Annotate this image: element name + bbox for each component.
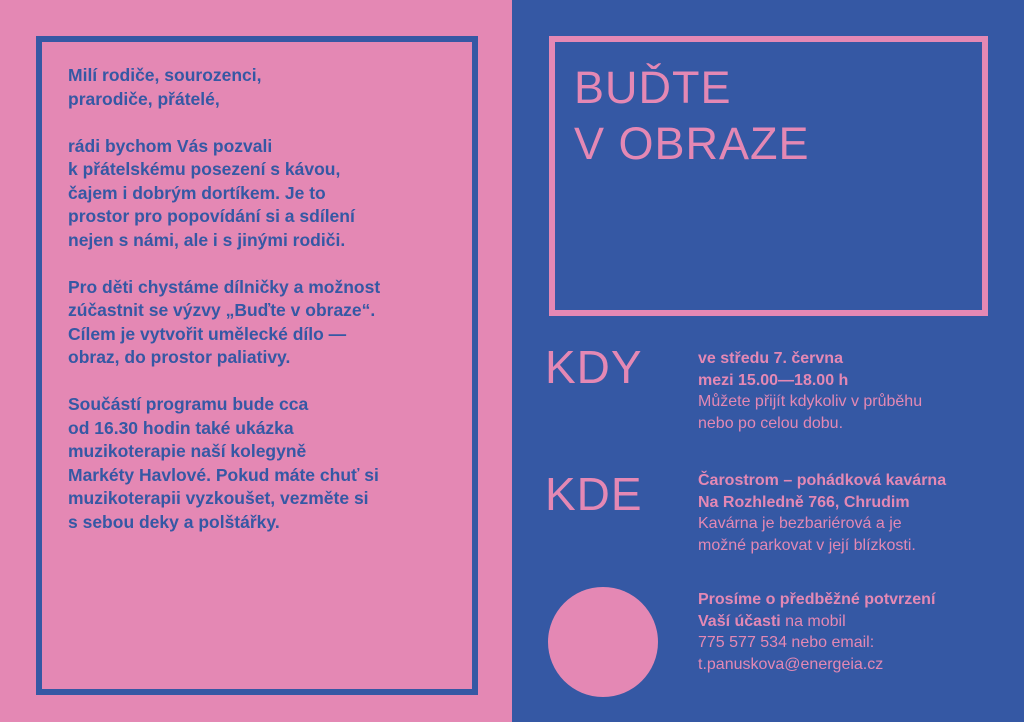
- letter-paragraph-2: Pro děti chystáme dílničky a možnost zúčastnit se výzvy „Buďte v obraze“. Cílem je vytvořit umělecké dílo — obraz, do prostor paliativy.: [68, 276, 381, 367]
- kdy-note-1: Můžete přijít kdykoliv v průběhu: [698, 393, 923, 410]
- letter-paragraph-1: rádi bychom Vás pozvali k přátelskému posezení s kávou, čajem i dobrým dortíkem. Je to prostor pro popovídání si a sdílení nejen s námi, ale i s jinými rodiči.: [68, 135, 355, 250]
- kde-note-1: Kavárna je bezbariérová a je: [698, 515, 902, 532]
- kde-venue: Čarostrom – pohádková kavárna: [698, 472, 947, 489]
- rsvp-line-2: [698, 611, 935, 633]
- rsvp-phone[interactable]: 775 577 534 nebo email:: [698, 634, 875, 651]
- kdy-info: [698, 348, 922, 434]
- kdy-date: ve středu 7. června: [698, 350, 843, 367]
- letter-greeting: Milí rodiče, sourozenci, prarodiče, přátelé,: [68, 65, 262, 109]
- event-title: BUĎTE V OBRAZE: [574, 62, 810, 169]
- decorative-circle: [548, 587, 658, 697]
- rsvp-info: [698, 589, 935, 675]
- rsvp-email[interactable]: t.panuskova@energeia.cz: [698, 655, 884, 673]
- kdy-note-2: nebo po celou dobu.: [698, 414, 844, 432]
- rsvp-bold: Vaší účasti: [698, 612, 781, 630]
- rsvp-rest: na mobil: [780, 612, 846, 630]
- invitation-letter: [68, 64, 458, 558]
- kdy-time: mezi 15.00—18.00 h: [698, 371, 849, 389]
- letter-paragraph-3: Součástí programu bude cca od 16.30 hodin také ukázka muzikoterapie naší kolegyně Markéty Havlové. Pokud máte chuť si muzikoterapii vyzkoušet, vezměte si s sebou deky a polštářky.: [68, 394, 379, 532]
- kdy-label: KDY: [545, 341, 643, 393]
- kde-note-2: možné parkovat v její blízkosti.: [698, 536, 916, 554]
- rsvp-line-1: Prosíme o předběžné potvrzení: [698, 591, 936, 608]
- kde-info: [698, 470, 946, 556]
- kde-address: Na Rozhledně 766, Chrudim: [698, 493, 910, 511]
- kde-label: KDE: [545, 468, 643, 520]
